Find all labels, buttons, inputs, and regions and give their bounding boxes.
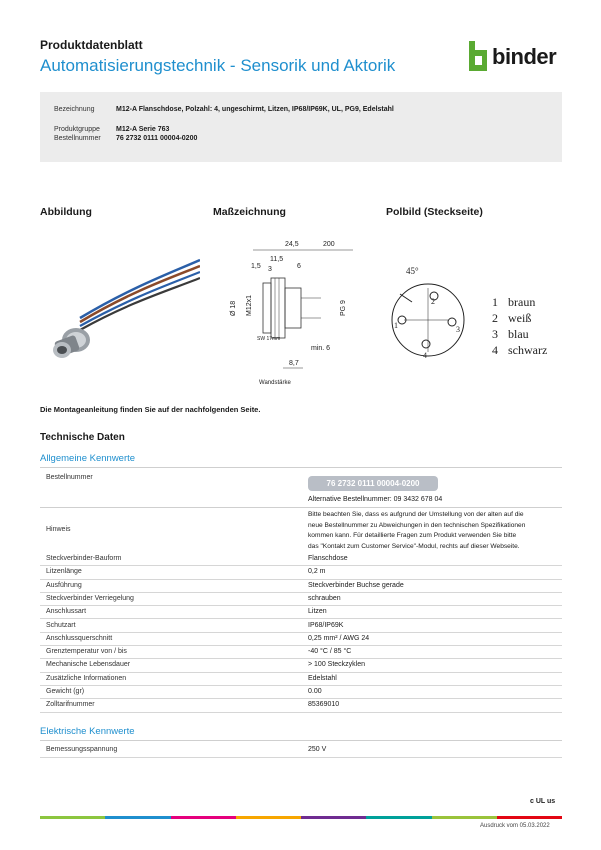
technical-data-title: Technische Daten	[40, 432, 125, 443]
spec-value: schrauben	[308, 594, 341, 602]
order-label: Bestellnummer	[46, 474, 93, 481]
dim-wall: Wandstärke	[259, 380, 291, 386]
spec-value: 0.00	[308, 688, 322, 695]
logo-wordmark: binder	[492, 44, 557, 69]
info-label: Bezeichnung	[54, 106, 95, 113]
ul-certification-mark: c UL us	[530, 798, 556, 805]
spec-row	[40, 658, 562, 672]
dim-87: 8,7	[289, 360, 299, 367]
dim-min6: min. 6	[311, 345, 331, 352]
spec-row	[40, 672, 562, 686]
spec-row	[40, 698, 562, 712]
hint-line: neue Bestellnummer zu Abweichungen in den technischen Spezifikationen	[308, 521, 526, 529]
spec-key: Gewicht (gr)	[46, 688, 85, 695]
dim-6: 6	[297, 263, 301, 270]
spec-value: 0,25 mm² / AWG 24	[308, 634, 370, 642]
spec-value: -40 °C / 85 °C	[308, 648, 352, 656]
alt-order-number: Alternative Bestellnummer: 09 3432 678 04	[308, 496, 443, 503]
spec-key: Ausführung	[46, 581, 82, 589]
footer-color-bar	[40, 816, 562, 819]
footer-color-segment	[432, 816, 497, 819]
spec-key: Mechanische Lebensdauer	[46, 661, 131, 669]
dim-sw: SW 17mm	[257, 336, 281, 342]
spec-value: > 100 Steckzyklen	[308, 661, 366, 669]
spec-value: 250 V	[308, 746, 327, 753]
spec-key: Anschlussart	[46, 608, 87, 616]
spec-value: Litzen	[308, 608, 327, 616]
spec-value: 0,2 m	[308, 568, 326, 576]
info-value: M12-A Serie 763	[116, 126, 170, 133]
info-row-bestellnummer	[54, 135, 197, 142]
dim-15: 1,5	[251, 263, 261, 270]
footer-color-segment	[40, 816, 105, 819]
spec-row	[40, 605, 562, 619]
legend-num-4: 4	[492, 343, 498, 357]
spec-value: IP68/IP69K	[308, 621, 344, 629]
section-polbild: Polbild (Steckseite)	[386, 206, 483, 218]
dim-115: 11,5	[270, 256, 284, 263]
pin-label-4: 4	[423, 351, 427, 360]
assembly-note: Die Montageanleitung finden Sie auf der nachfolgenden Seite.	[40, 405, 261, 414]
footer-color-segment	[301, 816, 366, 819]
spec-row	[40, 632, 562, 646]
hint-line: kommen kann. Für detaillierte Fragen zum Produkt verwenden Sie bitte	[308, 532, 517, 539]
pin-label-3: 3	[456, 325, 460, 334]
footer-color-segment	[105, 816, 170, 819]
info-value: 76 2732 0111 00004-0200	[116, 135, 198, 142]
pin-label-2: 2	[431, 297, 435, 306]
pin-angle: 45°	[406, 266, 419, 276]
dim-3: 3	[268, 266, 272, 273]
footer-color-segment	[366, 816, 431, 819]
section-abbildung: Abbildung	[40, 206, 92, 218]
general-specs-title: Allgemeine Kennwerte	[40, 453, 136, 464]
print-date: Ausdruck vom 05.03.2022	[480, 823, 550, 829]
info-value: M12-A Flanschdose, Polzahl: 4, ungeschirmt, Litzen, IP68/IP69K, UL, PG9, Edelstahl	[116, 106, 394, 113]
spec-row	[40, 565, 562, 579]
hint-label: Hinweis	[46, 526, 71, 533]
order-number-row	[40, 470, 562, 503]
pin-label-1: 1	[394, 321, 398, 330]
dimension-drawing	[213, 228, 378, 393]
product-image	[40, 228, 200, 378]
spec-value: Flanschdose	[308, 555, 348, 562]
document-type: Produktdatenblatt	[40, 38, 143, 52]
spec-key: Steckverbinder Verriegelung	[46, 594, 134, 602]
dim-m12: M12x1	[246, 294, 253, 316]
dim-pg9: PG 9	[340, 300, 347, 316]
spec-row	[40, 579, 562, 593]
spec-key: Anschlussquerschnitt	[46, 634, 113, 642]
spec-key: Grenztemperatur von / bis	[46, 648, 127, 656]
binder-logo-icon	[468, 40, 492, 72]
info-label: Bestellnummer	[54, 135, 101, 142]
spec-row	[40, 552, 562, 566]
section-masszeichnung: Maßzeichnung	[213, 206, 286, 218]
product-info-box	[40, 92, 562, 162]
legend-color-3: blau	[508, 327, 529, 341]
legend-color-1: braun	[508, 295, 536, 309]
spec-value: Edelstahl	[308, 674, 337, 682]
info-row-bezeichnung	[54, 106, 394, 113]
spec-key: Schutzart	[46, 621, 76, 629]
divider	[40, 467, 562, 468]
hint-line: das "Kontakt zum Customer Service"-Modul, rechts auf dieser Webseite.	[308, 542, 520, 550]
spec-row	[40, 592, 562, 606]
spec-key: Bemessungsspannung	[46, 746, 118, 753]
pin-diagram	[386, 258, 556, 368]
spec-row	[40, 619, 562, 633]
hint-text	[308, 510, 558, 552]
info-row-produktgruppe	[54, 126, 169, 133]
spec-key: Zolltarifnummer	[46, 701, 95, 709]
binder-logo	[468, 40, 568, 74]
hint-row	[40, 508, 562, 552]
dim-d18: Ø 18	[230, 300, 237, 316]
spec-row	[40, 645, 562, 659]
spec-key: Litzenlänge	[46, 568, 82, 576]
info-label: Produktgruppe	[54, 126, 100, 133]
legend-num-2: 2	[492, 311, 498, 325]
electrical-table	[40, 743, 562, 759]
legend-color-2: weiß	[508, 311, 532, 325]
spec-row	[40, 743, 562, 758]
dim-245: 24,5	[285, 241, 299, 248]
spec-table	[40, 552, 562, 712]
footer-color-segment	[171, 816, 236, 819]
footer-color-segment	[497, 816, 562, 819]
spec-key: Steckverbinder-Bauform	[46, 555, 122, 562]
spec-value: Steckverbinder Buchse gerade	[308, 581, 404, 589]
order-number-badge: 76 2732 0111 00004-0200	[308, 476, 438, 491]
divider	[40, 740, 562, 741]
hint-line: Bitte beachten Sie, dass es aufgrund der Umstellung von der alten auf die	[308, 511, 524, 518]
spec-value: 85369010	[308, 701, 340, 709]
page-title: Automatisierungstechnik - Sensorik und Aktorik	[40, 56, 396, 75]
electrical-specs-title: Elektrische Kennwerte	[40, 726, 135, 737]
spec-key: Zusätzliche Informationen	[46, 674, 127, 682]
spec-row	[40, 685, 562, 699]
legend-num-3: 3	[492, 327, 498, 341]
legend-color-4: schwarz	[508, 343, 548, 357]
footer-color-segment	[236, 816, 301, 819]
legend-num-1: 1	[492, 295, 498, 309]
dim-200: 200	[323, 241, 335, 248]
